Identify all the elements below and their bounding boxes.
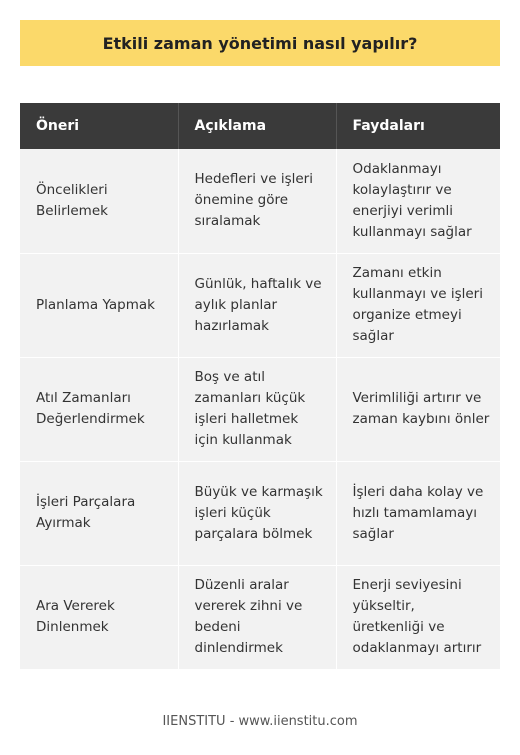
- table-cell: Düzenli aralar vererek zihni ve bedeni dinlendirmek: [178, 565, 336, 669]
- table-cell: Büyük ve karmaşık işleri küçük parçalara bölmek: [178, 461, 336, 565]
- table-cell: İşleri Parçalara Ayırmak: [20, 461, 178, 565]
- table-cell: Günlük, haftalık ve aylık planlar hazırlamak: [178, 253, 336, 357]
- table-cell: Hedefleri ve işleri önemine göre sıralamak: [178, 149, 336, 253]
- table-cell: Odaklanmayı kolaylaştırır ve enerjiyi verimli kullanmayı sağlar: [336, 149, 500, 253]
- table-cell: Boş ve atıl zamanları küçük işleri halletmek için kullanmak: [178, 357, 336, 461]
- table-cell: Verimliliği artırır ve zaman kaybını önler: [336, 357, 500, 461]
- table-cell: Planlama Yapmak: [20, 253, 178, 357]
- table-cell: Atıl Zamanları Değerlendirmek: [20, 357, 178, 461]
- table-header-row: [20, 103, 500, 149]
- column-header-oneri: Öneri: [20, 103, 178, 149]
- table-row: [20, 461, 500, 565]
- table-cell: Enerji seviyesini yükseltir, üretkenliği ve odaklanmayı artırır: [336, 565, 500, 669]
- table-cell: Zamanı etkin kullanmayı ve işleri organize etmeyi sağlar: [336, 253, 500, 357]
- table-row: [20, 357, 500, 461]
- column-header-aciklama: Açıklama: [178, 103, 336, 149]
- table-cell: Öncelikleri Belirlemek: [20, 149, 178, 253]
- column-header-faydalari: Faydaları: [336, 103, 500, 149]
- table-row: [20, 565, 500, 669]
- table-cell: Ara Vererek Dinlenmek: [20, 565, 178, 669]
- table-row: [20, 149, 500, 253]
- footer-credit: IIENSTITU - www.iienstitu.com: [162, 714, 358, 729]
- tips-table: [20, 103, 500, 670]
- table-cell: İşleri daha kolay ve hızlı tamamlamayı sağlar: [336, 461, 500, 565]
- table-row: [20, 253, 500, 357]
- page-title: Etkili zaman yönetimi nasıl yapılır?: [20, 20, 500, 66]
